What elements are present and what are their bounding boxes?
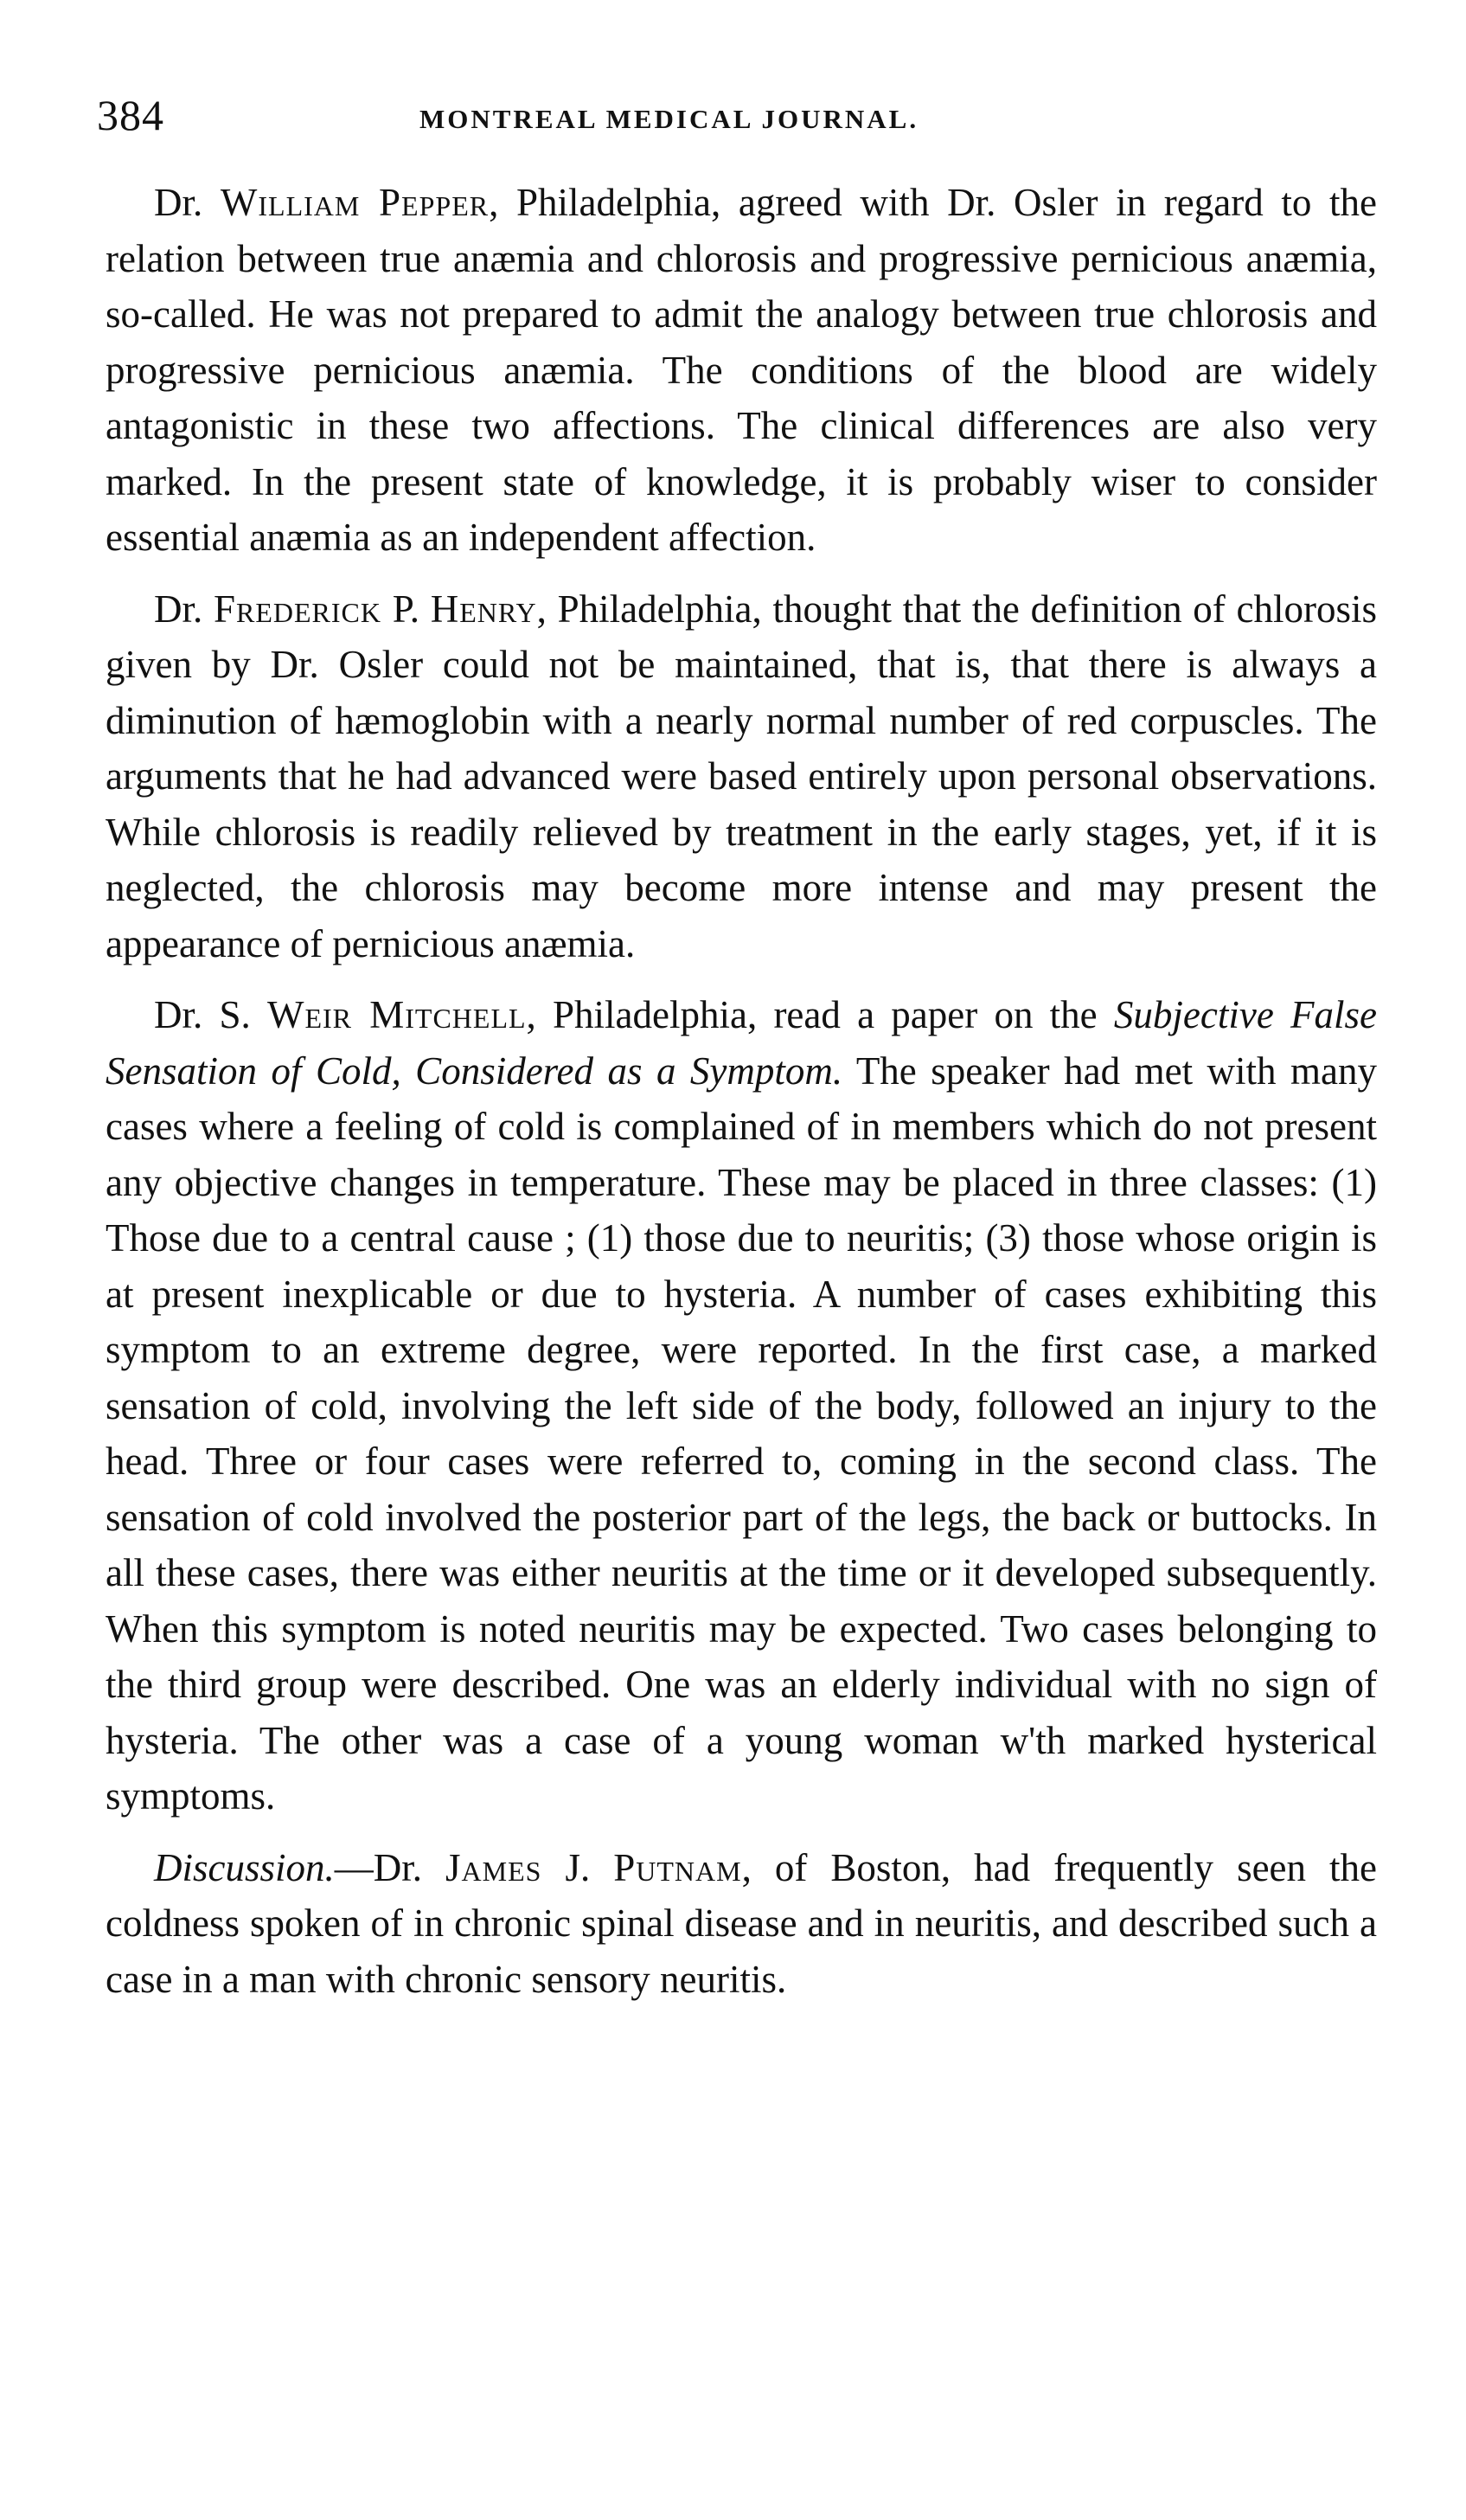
- article-body: [106, 175, 1377, 2007]
- paragraph-discussion-text: , of Boston, had frequently seen the coldness spoken of in chronic spinal disease and in neuritis, and described such a case in a man with chronic sensory neuritis.: [106, 1845, 1378, 2001]
- speaker-surname-henry: Henry: [430, 587, 537, 631]
- paragraph-pepper: [106, 175, 1377, 566]
- page-number: 384: [97, 91, 164, 139]
- speaker-first-name-putnam: James: [445, 1845, 542, 1889]
- paragraph-henry-text: , Philadelphia, thought that the definition of chlorosis given by Dr. Osler could not be maintained, that is, that there is always a diminution of hæmoglobin with a nearly normal number of red corpuscles. The arguments that he had advanced were based entirely upon personal observations. While chlorosis is readily relieved by treatment in the early stages, yet, if it is neglected, the chlorosis may become more intense and may present the appearance of pernicious anæmia.: [106, 587, 1378, 965]
- paragraph-mitchell-text: The speaker had met with many cases where a feeling of cold is complained of in members which do not present any objective changes in temperature. These may be placed in three classes: (1) Those due to a central cause ; (1) those due to neuritis; (3) those whose origin is at present inexplicable or due to hysteria. A number of cases exhibiting this symptom to an extreme degree, were reported. In the first case, a marked sensation of cold, involving the left side of the body, followed an injury to the head. Three or four cases were referred to, coming in the second class. The sensation of cold involved the posterior part of the legs, the back or buttocks. In all these cases, there was either neuritis at the time or it developed subsequently. When this symptom is noted neuritis may be expected. Two cases belonging to the third group were described. One was an elderly individual with no sign of hysteria. The other was a case of a young woman w'th marked hysterical symptoms.: [106, 1048, 1377, 1818]
- paragraph-pepper-prefix: Dr.: [154, 181, 221, 224]
- paragraph-mitchell: [106, 987, 1377, 1824]
- speaker-name-mitchell: Weir Mitchell: [266, 993, 527, 1036]
- speaker-initial-henry: P.: [381, 587, 431, 631]
- paragraph-pepper-text: , Philadelphia, agreed with Dr. Osler in regard to the relation between true anæmia and chlorosis and progressive pernicious anæmia, so-called. He was not prepared to admit the analogy between true chlorosis and progressive pernicious anæmia. The conditions of the blood are widely antagonistic in these two affections. The clinical differences are also very marked. In the present state of knowledge, it is probably wiser to consider essential anæmia as an independent affection.: [106, 181, 1378, 559]
- paragraph-discussion: [106, 1840, 1377, 2008]
- discussion-heading: Discussion.: [154, 1845, 335, 1889]
- speaker-first-name-henry: Frederick: [213, 587, 382, 631]
- discussion-dash: —Dr.: [334, 1845, 446, 1889]
- journal-title: MONTREAL MEDICAL JOURNAL.: [419, 104, 919, 134]
- speaker-name-pepper: William Pepper: [220, 181, 490, 224]
- running-head: [97, 90, 1377, 151]
- paragraph-mitchell-intro: , Philadelphia, read a paper on the: [526, 993, 1114, 1036]
- speaker-initial-putnam: J.: [541, 1845, 614, 1889]
- paragraph-mitchell-prefix: Dr. S.: [154, 993, 267, 1036]
- paper-title: Subjective False Sensation of Cold, Considered as a Symptom.: [106, 993, 1377, 1093]
- paragraph-henry-prefix: Dr.: [154, 587, 214, 631]
- paragraph-henry: [106, 581, 1377, 972]
- speaker-surname-putnam: Putnam: [613, 1845, 742, 1889]
